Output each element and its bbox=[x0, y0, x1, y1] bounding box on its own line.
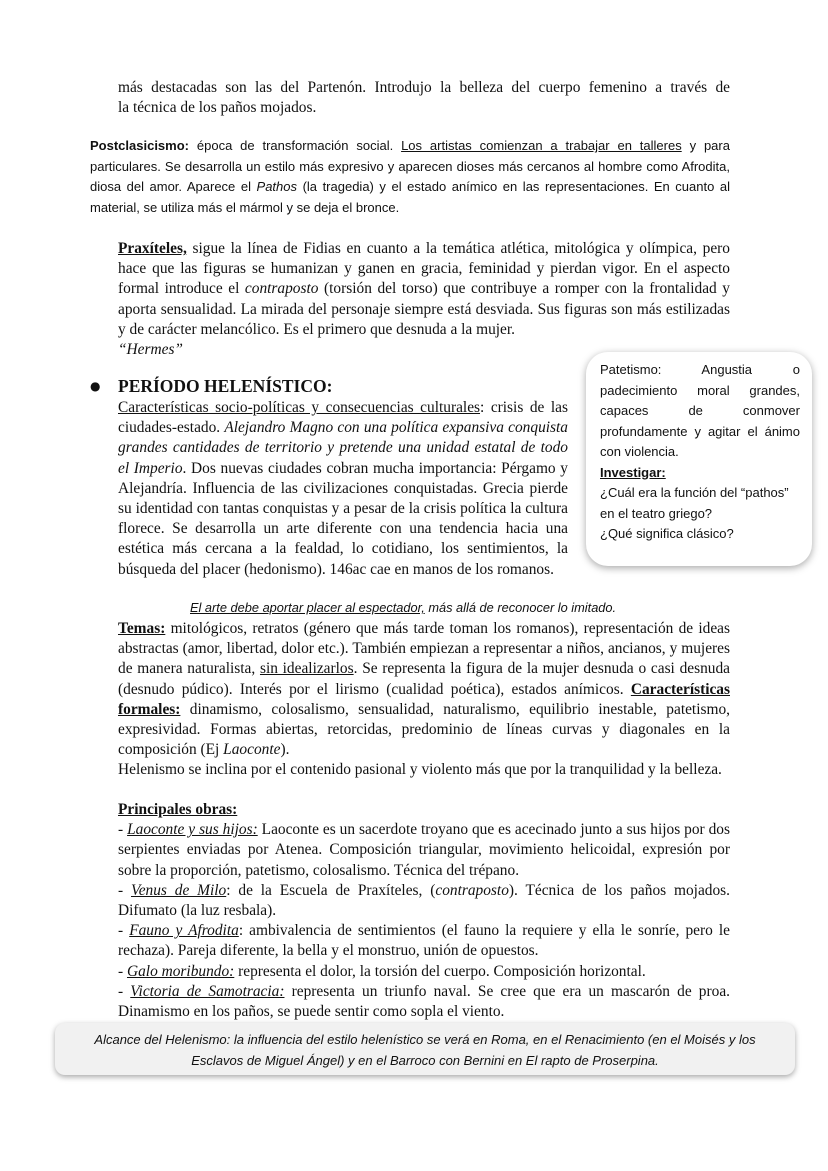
caract-label: Características socio-políticas y consecuencias culturales bbox=[118, 399, 481, 416]
helenistico-heading-text: PERÍODO HELENÍSTICO: bbox=[118, 376, 333, 396]
obra-dash: - bbox=[118, 982, 131, 1000]
obra-title-laoconte: Laoconte y sus hijos: bbox=[127, 821, 258, 839]
helenismo-text: Helenismo se inclina por el contenido pasional y violento más que por la tranquilidad y la belleza. bbox=[118, 761, 722, 778]
obra-text-galo: representa el dolor, la torsión del cuerpo. Composición horizontal. bbox=[234, 962, 646, 980]
postclasicismo-text-a: época de transformación social. bbox=[196, 138, 394, 153]
praxiteles-text-a: sigue la línea de Fidias en cuanto a la temática atlética, mitológica y olímpica, pero hace que las figuras se humanizan y ganen en gracia, feminidad y pierdan vigor. En el aspecto formal introduce el bbox=[118, 240, 730, 298]
alcance-line-2: Esclavos de Miguel Ángel) y en el Barroco con Bernini en El rapto de Proserpina. bbox=[191, 1052, 659, 1068]
obra-text-fauno: : ambivalencia de sentimientos (el fauno la requiere y ella le sonríe, pero le rechaza). Pareja diferente, la bella y el monstruo, unión de opuestos. bbox=[118, 922, 731, 960]
pathos-term: Pathos bbox=[256, 179, 298, 194]
hermes-work: “Hermes” bbox=[118, 341, 183, 359]
praxiteles-text-b: (torsión del torso) que contribuye a romper con la frontalidad y aporta sensualidad. La mirada del personaje siempre está desviada. Sus figuras son más estilizadas y de carácter melancólico. Es el primero que desnuda a la mujer. bbox=[118, 280, 730, 338]
postclasicismo-text-c: (la tragedia) y el estado anímico en las representaciones. En cuanto al material, se utiliza más el mármol y se deja el bronce. bbox=[90, 179, 731, 215]
obra-item bbox=[118, 982, 730, 1022]
praxiteles-name: Praxíteles, bbox=[118, 240, 187, 257]
alcance-line-1: Alcance del Helenismo: la influencia del estilo helenístico se verá en Roma, en el Renacimiento (en el Moisés y los bbox=[94, 1032, 756, 1047]
temas-text-b: . Se representa la figura de la mujer desnuda o casi desnuda (desnudo púdico). Interés por el lirismo (cualidad poética), estados anímicos. bbox=[118, 660, 730, 698]
patetismo-definition: Patetismo: Angustia o padecimiento moral grandes, capaces de conmover profundamente y agitar el ánimo con violencia. bbox=[600, 362, 800, 459]
obra-dash: - bbox=[118, 881, 131, 899]
caract-text-b: . Dos nuevas ciudades cobran mucha importancia: Pérgamo y Alejandría. Influencia de las civilizaciones conquistadas. Grecia pierde su identidad con tantas conquistas y a pesar de la crisis política la cultura florece. Se desarrolla un arte diferente con una tendencia hacia una estética más cercana a la fealdad, lo cotidiano, los sentimientos, la búsqueda del placer (hedonismo). 146ac cae en manos de los romanos. bbox=[118, 459, 568, 578]
obra-item bbox=[118, 820, 730, 881]
postclasicismo-text-b: y para particulares. Se desarrolla un estilo más expresivo y aparecen dioses más cercanos al hombre como Afrodita, diosa del amor. Aparece el bbox=[90, 138, 730, 194]
obra-title-galo: Galo moribundo: bbox=[126, 962, 235, 980]
obras-section bbox=[118, 800, 730, 1022]
postclasicismo-paragraph bbox=[90, 136, 730, 218]
obra-venus-italic: contraposto bbox=[435, 881, 509, 899]
temas-label: Temas: bbox=[118, 620, 166, 637]
intro-line-1: más destacadas son las del Partenón. Introdujo la belleza del cuerpo femenino a través de bbox=[118, 79, 730, 96]
obra-item bbox=[118, 881, 730, 921]
obra-text-venus-a: : de la Escuela de Praxíteles, ( bbox=[226, 881, 436, 899]
helenismo-paragraph bbox=[118, 760, 730, 780]
obras-label: Principales obras: bbox=[118, 801, 238, 818]
intro-paragraph bbox=[118, 78, 730, 118]
placer-note-underlined: El arte debe aportar placer al espectador, bbox=[190, 600, 425, 615]
helenistico-heading bbox=[118, 376, 332, 396]
contraposto-term: contraposto bbox=[244, 280, 319, 298]
temas-paragraph bbox=[118, 619, 730, 760]
intro-line-2: la técnica de los paños mojados. bbox=[118, 99, 317, 117]
obra-title-victoria: Victoria de Samotracia: bbox=[130, 982, 285, 1000]
obra-text-laoconte: Laoconte es un sacerdote troyano que es acecinado junto a sus hijos por dos serpientes enviadas por Atenea. Composición triangular, movimiento helicoidal, expresión por sobre la proporción, patetismo, colosalismo. Técnica del trépano. bbox=[118, 821, 730, 879]
obra-text-venus-b: ). Técnica de los paños mojados. Difumato (la luz resbala). bbox=[118, 881, 730, 920]
laoconte-ref: Laoconte bbox=[223, 741, 281, 759]
placer-note bbox=[190, 598, 616, 619]
bullet-icon: ● bbox=[90, 379, 101, 393]
formales-text-b: ). bbox=[280, 741, 290, 759]
caract-text-a: : crisis de las ciudades-estado. bbox=[118, 399, 568, 437]
obra-dash: - bbox=[118, 821, 128, 839]
patetismo-callout bbox=[586, 352, 812, 566]
alcance-callout bbox=[55, 1023, 795, 1075]
obra-title-venus: Venus de Milo bbox=[131, 881, 227, 899]
formales-text-a: dinamismo, colosalismo, sensualidad, naturalismo, equilibrio inestable, patetismo, expresividad. Formas abiertas, retorcidas, predominio de líneas curvas y diagonales en la composición (Ej bbox=[118, 700, 730, 759]
investigar-label: Investigar: bbox=[600, 464, 666, 480]
investigar-question-1: ¿Cuál era la función del “pathos” en el teatro griego? bbox=[600, 485, 789, 521]
temas-text-a: mitológicos, retratos (género que más tarde toman los romanos), representación de ideas abstractas (amor, libertad, dolor etc.). También empiezan a representar a niños, ancianos, y mujeres de manera naturalista, bbox=[118, 620, 730, 678]
temas-underlined: sin idealizarlos bbox=[259, 660, 354, 678]
postclasicismo-underlined: Los artistas comienzan a trabajar en talleres bbox=[401, 138, 682, 153]
helenistico-caracteristicas bbox=[118, 398, 568, 580]
obra-item bbox=[118, 921, 730, 961]
obra-dash: - bbox=[118, 962, 127, 980]
obra-text-victoria: representa un triunfo naval. Se cree que era un mascarón de proa. Dinamismo en los paños, se puede sentir como sopla el viento. bbox=[118, 982, 730, 1021]
formales-label: Características formales: bbox=[118, 680, 730, 718]
obra-item bbox=[118, 962, 730, 982]
obra-title-fauno: Fauno y Afrodita bbox=[129, 922, 239, 940]
alejandro-text: Alejandro Magno con una política expansiva conquista grandes cantidades de territorio y pretende una unidad estatal de todo el Imperio bbox=[118, 419, 569, 477]
investigar-question-2: ¿Qué significa clásico? bbox=[600, 526, 734, 541]
placer-note-rest: más allá de reconocer lo imitado. bbox=[424, 600, 617, 615]
praxiteles-paragraph bbox=[118, 239, 730, 360]
postclasicismo-heading: Postclasicismo: bbox=[90, 138, 189, 153]
obra-dash: - bbox=[118, 922, 130, 940]
